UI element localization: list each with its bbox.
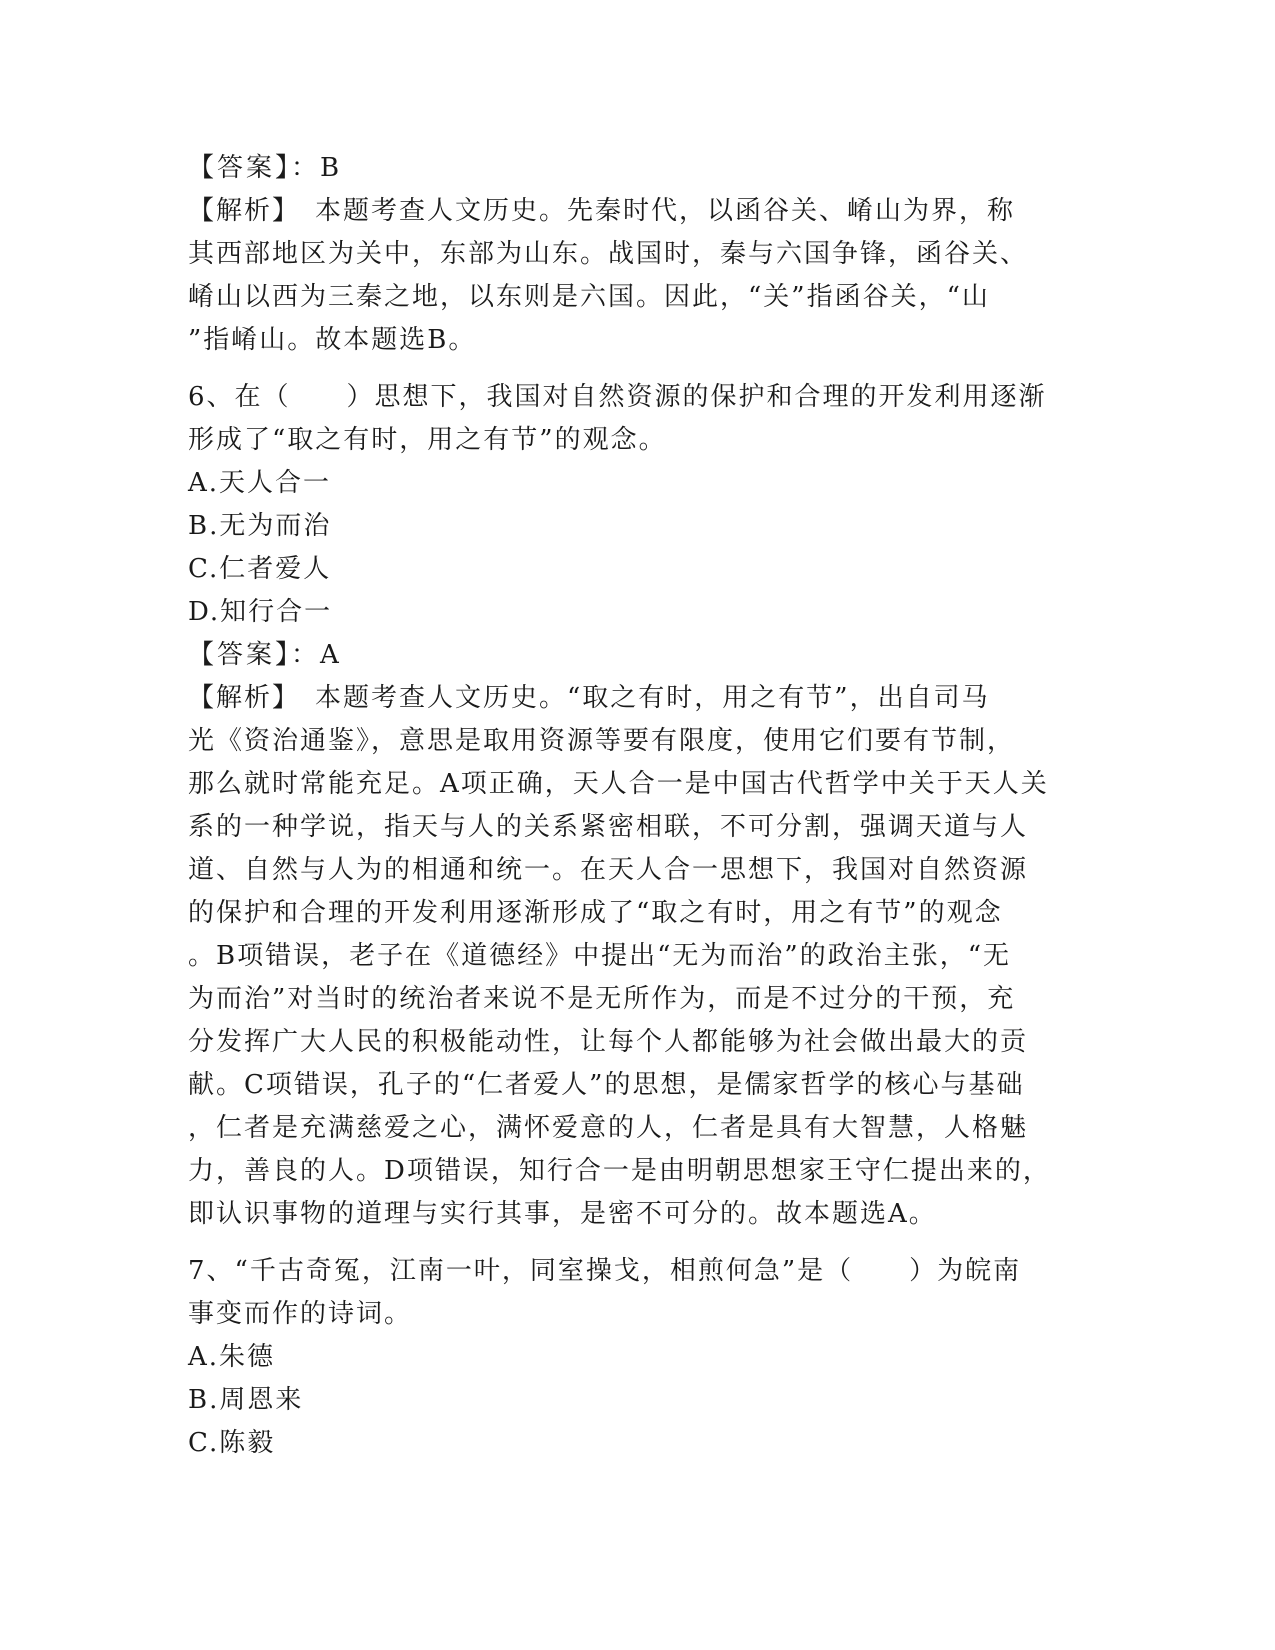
spacer bbox=[188, 1236, 1088, 1250]
q6-analysis-line: 即认识事物的道理与实行其事，是密不可分的。故本题选A。 bbox=[188, 1199, 937, 1229]
q6-answer: 【答案】：A bbox=[188, 640, 342, 670]
q7-option-c: C.陈毅 bbox=[188, 1428, 276, 1458]
q6-option-b: B.无为而治 bbox=[188, 511, 332, 541]
q5-analysis-line: 崤山以西为三秦之地，以东则是六国。因此，“关”指函谷关，“山 bbox=[188, 282, 990, 312]
q6-option-c: C.仁者爱人 bbox=[188, 554, 332, 584]
q6-analysis-line: 的保护和合理的开发利用逐渐形成了“取之有时，用之有节”的观念 bbox=[188, 898, 1003, 928]
q6-option-a: A.天人合一 bbox=[188, 468, 332, 498]
q6-analysis-line: 。B项错误，老子在《道德经》中提出“无为而治”的政治主张，“无 bbox=[188, 941, 1011, 971]
q6-analysis-line: 道、自然与人为的相通和统一。在天人合一思想下，我国对自然资源 bbox=[188, 855, 1029, 885]
q6-analysis-line: 分发挥广大人民的积极能动性，让每个人都能够为社会做出最大的贡 bbox=[188, 1027, 1029, 1057]
q6-analysis-line: 力，善良的人。D项错误，知行合一是由明朝思想家王守仁提出来的， bbox=[188, 1156, 1051, 1186]
spacer bbox=[188, 362, 1088, 376]
q6-question-line: 6、在（ ）思想下，我国对自然资源的保护和合理的开发利用逐渐 bbox=[188, 382, 1047, 412]
q6-question-line: 形成了“取之有时，用之有节”的观念。 bbox=[188, 425, 667, 455]
q6-analysis-line: 【解析】 本题考查人文历史。“取之有时，用之有节”，出自司马 bbox=[188, 683, 990, 713]
q6-analysis-line: 系的一种学说，指天与人的关系紧密相联，不可分割，强调天道与人 bbox=[188, 812, 1029, 842]
q6-option-d: D.知行合一 bbox=[188, 597, 333, 627]
q6-analysis-line: 那么就时常能充足。A项正确，天人合一是中国古代哲学中关于天人关 bbox=[188, 769, 1049, 799]
document-content bbox=[188, 147, 1088, 1465]
q5-analysis-line: 【解析】 本题考查人文历史。先秦时代，以函谷关、崤山为界，称 bbox=[188, 196, 1016, 226]
q6-analysis-line: ，仁者是充满慈爱之心，满怀爱意的人，仁者是具有大智慧，人格魅 bbox=[188, 1113, 1029, 1143]
q7-option-b: B.周恩来 bbox=[188, 1385, 304, 1415]
q5-analysis-line: 其西部地区为关中，东部为山东。战国时，秦与六国争锋，函谷关、 bbox=[188, 239, 1029, 269]
q6-analysis-line: 为而治”对当时的统治者来说不是无所作为，而是不过分的干预，充 bbox=[188, 984, 1016, 1014]
q5-answer: 【答案】：B bbox=[188, 153, 343, 183]
q7-question-line: 事变而作的诗词。 bbox=[188, 1299, 413, 1329]
q7-question-line: 7、“千古奇冤，江南一叶，同室操戈，相煎何急”是（ ）为皖南 bbox=[188, 1256, 1022, 1286]
q5-analysis-line: ”指崤山。故本题选B。 bbox=[188, 325, 477, 355]
q7-option-a: A.朱德 bbox=[188, 1342, 276, 1372]
q6-analysis-line: 献。C项错误，孔子的“仁者爱人”的思想，是儒家哲学的核心与基础 bbox=[188, 1070, 1025, 1100]
q6-analysis-line: 光《资治通鉴》，意思是取用资源等要有限度，使用它们要有节制， bbox=[188, 726, 1016, 756]
